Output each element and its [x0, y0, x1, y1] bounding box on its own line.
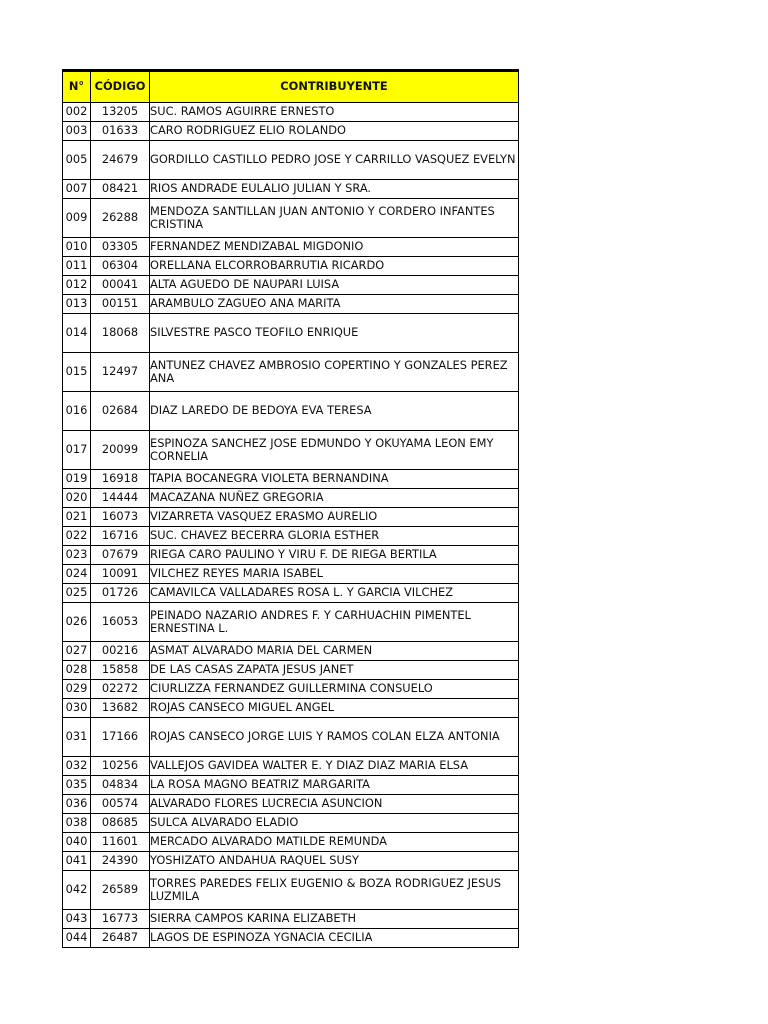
row-number: 013	[63, 295, 91, 314]
row-taxpayer-name: LA ROSA MAGNO BEATRIZ MARGARITA	[150, 776, 519, 795]
row-number: 030	[63, 699, 91, 718]
row-code: 18068	[91, 314, 150, 353]
table-row	[63, 661, 519, 680]
row-code: 08685	[91, 814, 150, 833]
row-code: 13205	[91, 103, 150, 122]
row-code: 16073	[91, 508, 150, 527]
row-code: 12497	[91, 353, 150, 392]
row-number: 025	[63, 584, 91, 603]
row-code: 00574	[91, 795, 150, 814]
row-number: 040	[63, 833, 91, 852]
row-taxpayer-name: SIERRA CAMPOS KARINA ELIZABETH	[150, 910, 519, 929]
row-taxpayer-name: CIURLIZZA FERNANDEZ GUILLERMINA CONSUELO	[150, 680, 519, 699]
row-taxpayer-name: VILCHEZ REYES MARIA ISABEL	[150, 565, 519, 584]
row-number: 020	[63, 489, 91, 508]
table-body	[63, 103, 519, 948]
row-code: 14444	[91, 489, 150, 508]
row-number: 027	[63, 642, 91, 661]
table-row	[63, 699, 519, 718]
row-number: 005	[63, 141, 91, 180]
row-code: 16918	[91, 470, 150, 489]
row-number: 019	[63, 470, 91, 489]
table-row	[63, 392, 519, 431]
table-row	[63, 680, 519, 699]
table-row	[63, 565, 519, 584]
row-taxpayer-name: PEINADO NAZARIO ANDRES F. Y CARHUACHIN PIMENTEL ERNESTINA L.	[150, 603, 519, 642]
table-row	[63, 833, 519, 852]
header-number: N°	[63, 71, 91, 103]
table-row	[63, 642, 519, 661]
row-number: 031	[63, 718, 91, 757]
row-taxpayer-name: YOSHIZATO ANDAHUA RAQUEL SUSY	[150, 852, 519, 871]
row-number: 021	[63, 508, 91, 527]
row-code: 26288	[91, 199, 150, 238]
row-code: 02272	[91, 680, 150, 699]
row-taxpayer-name: SULCA ALVARADO ELADIO	[150, 814, 519, 833]
row-taxpayer-name: ALTA AGUEDO DE NAUPARI LUISA	[150, 276, 519, 295]
row-number: 026	[63, 603, 91, 642]
row-code: 20099	[91, 431, 150, 470]
row-taxpayer-name: ROJAS CANSECO MIGUEL ANGEL	[150, 699, 519, 718]
row-taxpayer-name: RIOS ANDRADE EULALIO JULIAN Y SRA.	[150, 180, 519, 199]
row-taxpayer-name: GORDILLO CASTILLO PEDRO JOSE Y CARRILLO VASQUEZ EVELYN	[150, 141, 519, 180]
row-code: 07679	[91, 546, 150, 565]
row-number: 035	[63, 776, 91, 795]
row-taxpayer-name: MERCADO ALVARADO MATILDE REMUNDA	[150, 833, 519, 852]
row-number: 043	[63, 910, 91, 929]
row-number: 012	[63, 276, 91, 295]
table-row	[63, 603, 519, 642]
table-row	[63, 776, 519, 795]
table-row	[63, 238, 519, 257]
table-row	[63, 470, 519, 489]
row-taxpayer-name: MACAZANA NUÑEZ GREGORIA	[150, 489, 519, 508]
row-number: 038	[63, 814, 91, 833]
row-code: 26487	[91, 929, 150, 948]
row-taxpayer-name: DIAZ LAREDO DE BEDOYA EVA TERESA	[150, 392, 519, 431]
row-code: 10256	[91, 757, 150, 776]
row-number: 029	[63, 680, 91, 699]
row-code: 10091	[91, 565, 150, 584]
table-row	[63, 852, 519, 871]
row-code: 00216	[91, 642, 150, 661]
row-code: 01633	[91, 122, 150, 141]
row-taxpayer-name: DE LAS CASAS ZAPATA JESUS JANET	[150, 661, 519, 680]
table-row	[63, 718, 519, 757]
row-number: 002	[63, 103, 91, 122]
row-code: 06304	[91, 257, 150, 276]
table-row	[63, 929, 519, 948]
row-number: 023	[63, 546, 91, 565]
row-number: 041	[63, 852, 91, 871]
row-taxpayer-name: ARAMBULO ZAGUEO ANA MARITA	[150, 295, 519, 314]
row-number: 015	[63, 353, 91, 392]
row-code: 13682	[91, 699, 150, 718]
row-number: 003	[63, 122, 91, 141]
row-code: 24390	[91, 852, 150, 871]
row-taxpayer-name: VALLEJOS GAVIDEA WALTER E. Y DIAZ DIAZ MARIA ELSA	[150, 757, 519, 776]
table-row	[63, 489, 519, 508]
taxpayer-table	[62, 69, 519, 948]
row-code: 04834	[91, 776, 150, 795]
row-number: 044	[63, 929, 91, 948]
row-code: 01726	[91, 584, 150, 603]
table-row	[63, 180, 519, 199]
table-row	[63, 103, 519, 122]
table-row	[63, 122, 519, 141]
row-taxpayer-name: LAGOS DE ESPINOZA YGNACIA CECILIA	[150, 929, 519, 948]
row-number: 032	[63, 757, 91, 776]
table-header-row	[63, 71, 519, 103]
table-row	[63, 527, 519, 546]
row-code: 16773	[91, 910, 150, 929]
table-row	[63, 257, 519, 276]
table-row	[63, 199, 519, 238]
row-taxpayer-name: RIEGA CARO PAULINO Y VIRU F. DE RIEGA BERTILA	[150, 546, 519, 565]
row-taxpayer-name: TORRES PAREDES FELIX EUGENIO & BOZA RODRIGUEZ JESUS LUZMILA	[150, 871, 519, 910]
row-taxpayer-name: VIZARRETA VASQUEZ ERASMO AURELIO	[150, 508, 519, 527]
table-row	[63, 431, 519, 470]
row-code: 24679	[91, 141, 150, 180]
row-number: 022	[63, 527, 91, 546]
row-number: 007	[63, 180, 91, 199]
table-row	[63, 276, 519, 295]
row-code: 00151	[91, 295, 150, 314]
row-number: 016	[63, 392, 91, 431]
row-number: 028	[63, 661, 91, 680]
row-number: 009	[63, 199, 91, 238]
row-taxpayer-name: ALVARADO FLORES LUCRECIA ASUNCION	[150, 795, 519, 814]
table-row	[63, 871, 519, 910]
row-taxpayer-name: ESPINOZA SANCHEZ JOSE EDMUNDO Y OKUYAMA LEON EMY CORNELIA	[150, 431, 519, 470]
header-code: CÓDIGO	[91, 71, 150, 103]
row-number: 017	[63, 431, 91, 470]
row-code: 11601	[91, 833, 150, 852]
row-number: 042	[63, 871, 91, 910]
row-taxpayer-name: SILVESTRE PASCO TEOFILO ENRIQUE	[150, 314, 519, 353]
row-number: 024	[63, 565, 91, 584]
row-taxpayer-name: CARO RODRIGUEZ ELIO ROLANDO	[150, 122, 519, 141]
table-row	[63, 546, 519, 565]
row-code: 03305	[91, 238, 150, 257]
row-taxpayer-name: MENDOZA SANTILLAN JUAN ANTONIO Y CORDERO INFANTES CRISTINA	[150, 199, 519, 238]
table-row	[63, 141, 519, 180]
row-code: 15858	[91, 661, 150, 680]
row-taxpayer-name: SUC. RAMOS AGUIRRE ERNESTO	[150, 103, 519, 122]
row-code: 08421	[91, 180, 150, 199]
row-code: 17166	[91, 718, 150, 757]
table-row	[63, 757, 519, 776]
row-code: 26589	[91, 871, 150, 910]
table-row	[63, 814, 519, 833]
row-taxpayer-name: TAPIA BOCANEGRA VIOLETA BERNANDINA	[150, 470, 519, 489]
row-taxpayer-name: SUC. CHAVEZ BECERRA GLORIA ESTHER	[150, 527, 519, 546]
table-row	[63, 910, 519, 929]
row-number: 010	[63, 238, 91, 257]
row-code: 02684	[91, 392, 150, 431]
row-number: 014	[63, 314, 91, 353]
table-row	[63, 295, 519, 314]
table-row	[63, 795, 519, 814]
table-row	[63, 584, 519, 603]
header-taxpayer: CONTRIBUYENTE	[150, 71, 519, 103]
table-row	[63, 314, 519, 353]
table-row	[63, 508, 519, 527]
row-number: 036	[63, 795, 91, 814]
row-taxpayer-name: CAMAVILCA VALLADARES ROSA L. Y GARCIA VILCHEZ	[150, 584, 519, 603]
row-taxpayer-name: ANTUNEZ CHAVEZ AMBROSIO COPERTINO Y GONZALES PEREZ ANA	[150, 353, 519, 392]
row-taxpayer-name: ORELLANA ELCORROBARRUTIA RICARDO	[150, 257, 519, 276]
row-taxpayer-name: FERNANDEZ MENDIZABAL MIGDONIO	[150, 238, 519, 257]
row-taxpayer-name: ASMAT ALVARADO MARIA DEL CARMEN	[150, 642, 519, 661]
row-code: 16716	[91, 527, 150, 546]
row-number: 011	[63, 257, 91, 276]
row-code: 00041	[91, 276, 150, 295]
table-row	[63, 353, 519, 392]
row-taxpayer-name: ROJAS CANSECO JORGE LUIS Y RAMOS COLAN ELZA ANTONIA	[150, 718, 519, 757]
row-code: 16053	[91, 603, 150, 642]
